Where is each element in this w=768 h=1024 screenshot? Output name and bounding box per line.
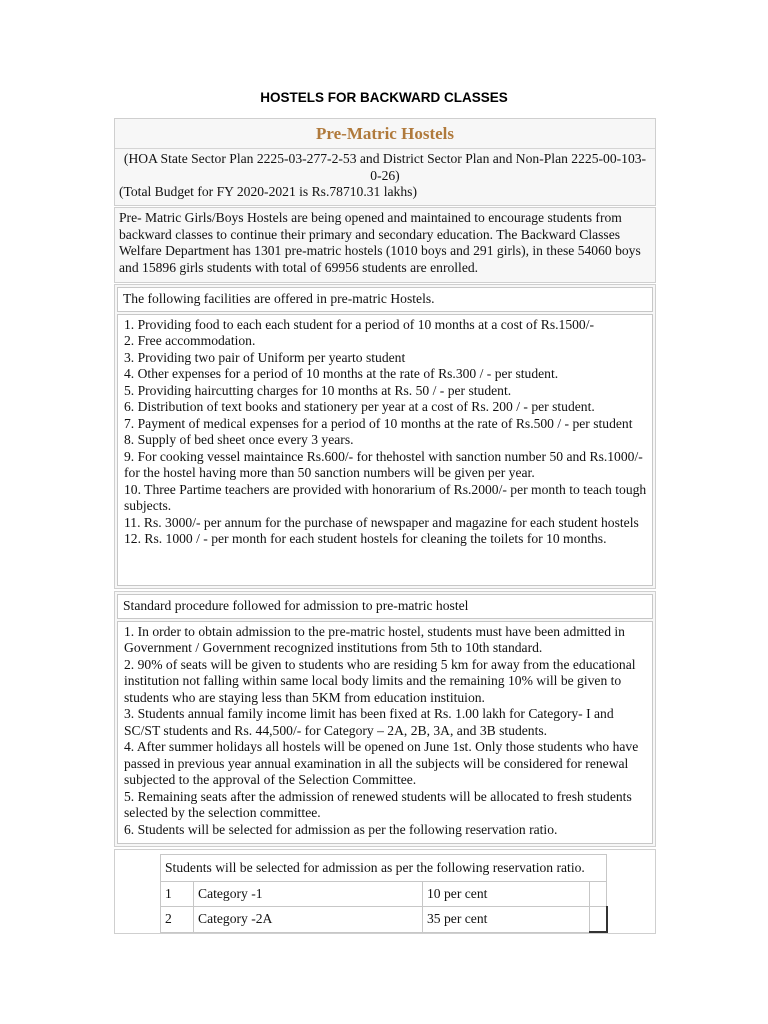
list-item: 4. Other expenses for a period of 10 months at the rate of Rs.300 / - per student.: [124, 366, 559, 381]
pre-matric-header-panel: [114, 118, 656, 206]
admission-list: [117, 621, 653, 844]
list-item: 4. After summer holidays all hostels will be opened on June 1st. Only those students who have passed in previous year annual examination in all the subjects will be considered for renewal subjected to the approval of the Selection Committee.: [124, 739, 639, 787]
facilities-panel: [114, 284, 656, 589]
list-item: 5. Remaining seats after the admission of renewed students will be allocated to fresh students selected by the selection committee.: [124, 788, 632, 820]
ratio-cell: 35 per cent: [423, 907, 590, 933]
facilities-heading: The following facilities are offered in pre-matric Hostels.: [117, 287, 653, 312]
divider: [115, 148, 655, 149]
list-item: 1. In order to obtain admission to the pre-matric hostel, students must have been admitted in Government / Government recognized institutions from 5th to 10th standard.: [124, 623, 625, 655]
list-item: 8. Supply of bed sheet once every 3 years.: [124, 432, 354, 447]
ratio-cell: 10 per cent: [423, 882, 590, 907]
list-item: 3. Providing two pair of Uniform per yearto student: [124, 349, 406, 365]
list-item: 6. Distribution of text books and stationery per year at a cost of Rs. 200 / - per student.: [124, 399, 595, 414]
reservation-panel: [114, 849, 656, 934]
category-cell: Category -1: [194, 882, 423, 907]
list-item: 11. Rs. 3000/- per annum for the purchase of newspaper and magazine for each student hostels: [124, 514, 639, 530]
table-row: [161, 882, 607, 907]
row-number: 2: [161, 907, 194, 933]
intro-paragraph: Pre- Matric Girls/Boys Hostels are being opened and maintained to encourage students from backward classes to continue their primary and secondary education. The Backward Classes Welfare Department has 1301 pre-matric hostels (1010 boys and 291 girls), in these 54060 boys and 15896 girls students with total of 69956 students are enrolled.: [115, 208, 655, 276]
section-heading: Pre-Matric Hostels: [316, 124, 454, 143]
admission-procedure-panel: [114, 591, 656, 847]
category-cell: Category -2A: [194, 907, 423, 933]
table-caption-row: [161, 855, 607, 882]
document-title: HOSTELS FOR BACKWARD CLASSES: [260, 90, 508, 105]
facilities-list: [117, 314, 653, 586]
list-item: 7. Payment of medical expenses for a period of 10 months at the rate of Rs.500 / - per student: [124, 415, 633, 431]
empty-cell: [590, 907, 607, 933]
list-item: 3. Students annual family income limit has been fixed at Rs. 1.00 lakh for Category- I and SC/ST students and Rs. 44,500/- for Category – 2A, 2B, 3A, and 3B students.: [124, 706, 614, 738]
list-item: 5. Providing haircutting charges for 10 months at Rs. 50 / - per student.: [124, 382, 512, 398]
list-item: 12. Rs. 1000 / - per month for each student hostels for cleaning the toilets for 10 months.: [124, 531, 607, 546]
admission-heading: Standard procedure followed for admission to pre-matric hostel: [117, 594, 653, 619]
table-row: [161, 907, 607, 933]
list-item: 2. 90% of seats will be given to students who are residing 5 km for away from the educational institution not falling within same local body limits and the remaining 10% will be given to students who are staying less than 5KM from education instituion.: [124, 656, 636, 705]
reservation-table: [160, 854, 608, 933]
list-item: 10. Three Partime teachers are provided with honorarium of Rs.2000/- per month to teach tough subjects.: [124, 481, 647, 513]
intro-panel: [114, 207, 656, 283]
list-item: 6. Students will be selected for admission as per the following reservation ratio.: [124, 821, 558, 837]
empty-cell: [590, 882, 607, 907]
head-of-account-text: (HOA State Sector Plan 2225-03-277-2-53 and District Sector Plan and Non-Plan 2225-00-103-0-26): [123, 151, 647, 183]
row-number: 1: [161, 882, 194, 907]
budget-text: (Total Budget for FY 2020-2021 is Rs.78710.31 lakhs): [119, 184, 417, 199]
list-item: 2. Free accommodation.: [124, 333, 256, 348]
list-item: 9. For cooking vessel maintaince Rs.600/- for thehostel with sanction number 50 and Rs.1000/- for the hostel having more than 50 sanction numbers will be given per year.: [124, 448, 643, 480]
table-caption: Students will be selected for admission as per the following reservation ratio.: [161, 855, 607, 882]
list-item: 1. Providing food to each each student for a period of 10 months at a cost of Rs.1500/-: [124, 316, 595, 332]
